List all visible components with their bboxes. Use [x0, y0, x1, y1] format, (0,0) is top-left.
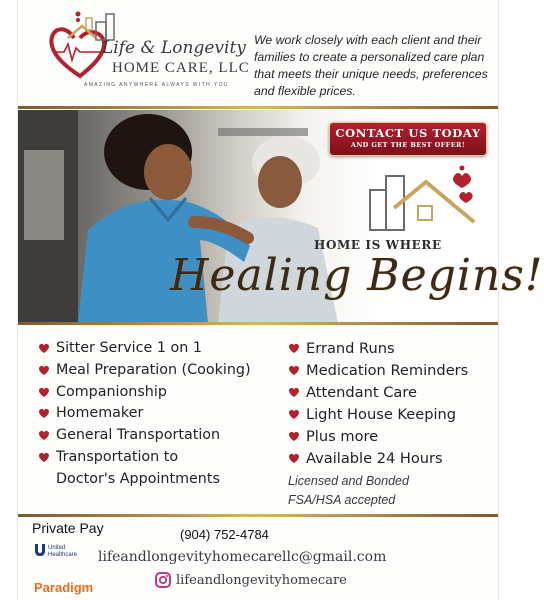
heart-icon [288, 343, 300, 354]
heart-icon [288, 431, 300, 442]
brand-tagline: AMAZING ANYWHERE ALWAYS WITH YOU [84, 82, 229, 88]
heart-icon [38, 387, 50, 398]
instagram-icon[interactable] [155, 572, 171, 588]
brand-subtitle: HOME CARE, LLC [112, 60, 250, 76]
list-item [38, 425, 288, 447]
healing-begins-text: Healing Begins! [170, 250, 544, 301]
paradigm-logo: Paradigm [34, 580, 94, 595]
list-item [288, 338, 498, 360]
list-item [288, 426, 498, 448]
service-label: Available 24 Hours [306, 450, 443, 467]
home-is-where-text: HOME IS WHERE [314, 238, 442, 252]
service-label-line2: Doctor's Appointments [56, 470, 220, 487]
heart-icon [288, 365, 300, 376]
united-healthcare-logo-icon [34, 543, 46, 557]
uhc-line1: United [48, 545, 66, 551]
hero-banner [18, 110, 544, 323]
private-pay-label: Private Pay [32, 520, 104, 536]
list-item [38, 403, 288, 425]
heart-icon [288, 409, 300, 420]
instagram-handle[interactable]: lifeandlongevityhomecare [176, 573, 347, 588]
list-item [288, 404, 498, 426]
service-label: General Transportation [56, 427, 221, 444]
gold-divider-top [18, 106, 498, 109]
service-label: Light House Keeping [306, 406, 457, 423]
services-list-left [38, 338, 288, 491]
list-item [38, 338, 288, 360]
service-label: Sitter Service 1 on 1 [56, 340, 202, 356]
services-list-right [288, 338, 498, 470]
licensed-bonded-text: Licensed and Bonded [288, 474, 409, 488]
service-label: Medication Reminders [306, 362, 469, 379]
fsa-hsa-text: FSA/HSA accepted [288, 493, 396, 507]
heart-icon [288, 453, 300, 464]
best-offer-label: AND GET THE BEST OFFER! [350, 141, 466, 149]
service-label: Transportation to [56, 448, 179, 465]
list-item [38, 382, 288, 404]
brand-logo [46, 8, 250, 92]
heart-icon [288, 387, 300, 398]
brand-name: Life & Longevity [102, 38, 246, 58]
united-healthcare-label [48, 545, 84, 558]
list-item [38, 447, 288, 491]
service-label: Companionship [56, 383, 167, 400]
email-link[interactable]: lifeandlongevityhomecarellc@gmail.com [98, 549, 387, 565]
licensed-note [288, 472, 488, 510]
heart-icon [38, 452, 50, 463]
phone-number[interactable]: (904) 752-4784 [180, 527, 269, 542]
heart-icon [38, 430, 50, 441]
care-flyer [17, 0, 544, 600]
service-label: Attendant Care [306, 384, 418, 401]
gold-divider-bottom [18, 514, 498, 517]
gold-divider-middle [18, 322, 498, 325]
house-heart-icon [364, 166, 484, 242]
heart-icon [38, 343, 50, 354]
list-item [38, 360, 288, 382]
service-label: Errand Runs [306, 340, 395, 357]
contact-us-button[interactable] [329, 122, 487, 156]
uhc-line2: Healthcare [48, 551, 78, 558]
list-item [288, 448, 498, 470]
service-label: Plus more [306, 428, 379, 445]
list-item [288, 382, 498, 404]
service-label: Meal Preparation (Cooking) [56, 361, 251, 378]
list-item [288, 360, 498, 382]
service-label: Homemaker [56, 405, 144, 422]
heart-icon [38, 408, 50, 419]
intro-text: We work closely with each client and their families to create a personalized care plan that meets their unique needs, preferences and flexible prices. [254, 33, 488, 99]
contact-us-label: CONTACT US TODAY [335, 126, 481, 140]
heart-icon [38, 365, 50, 376]
